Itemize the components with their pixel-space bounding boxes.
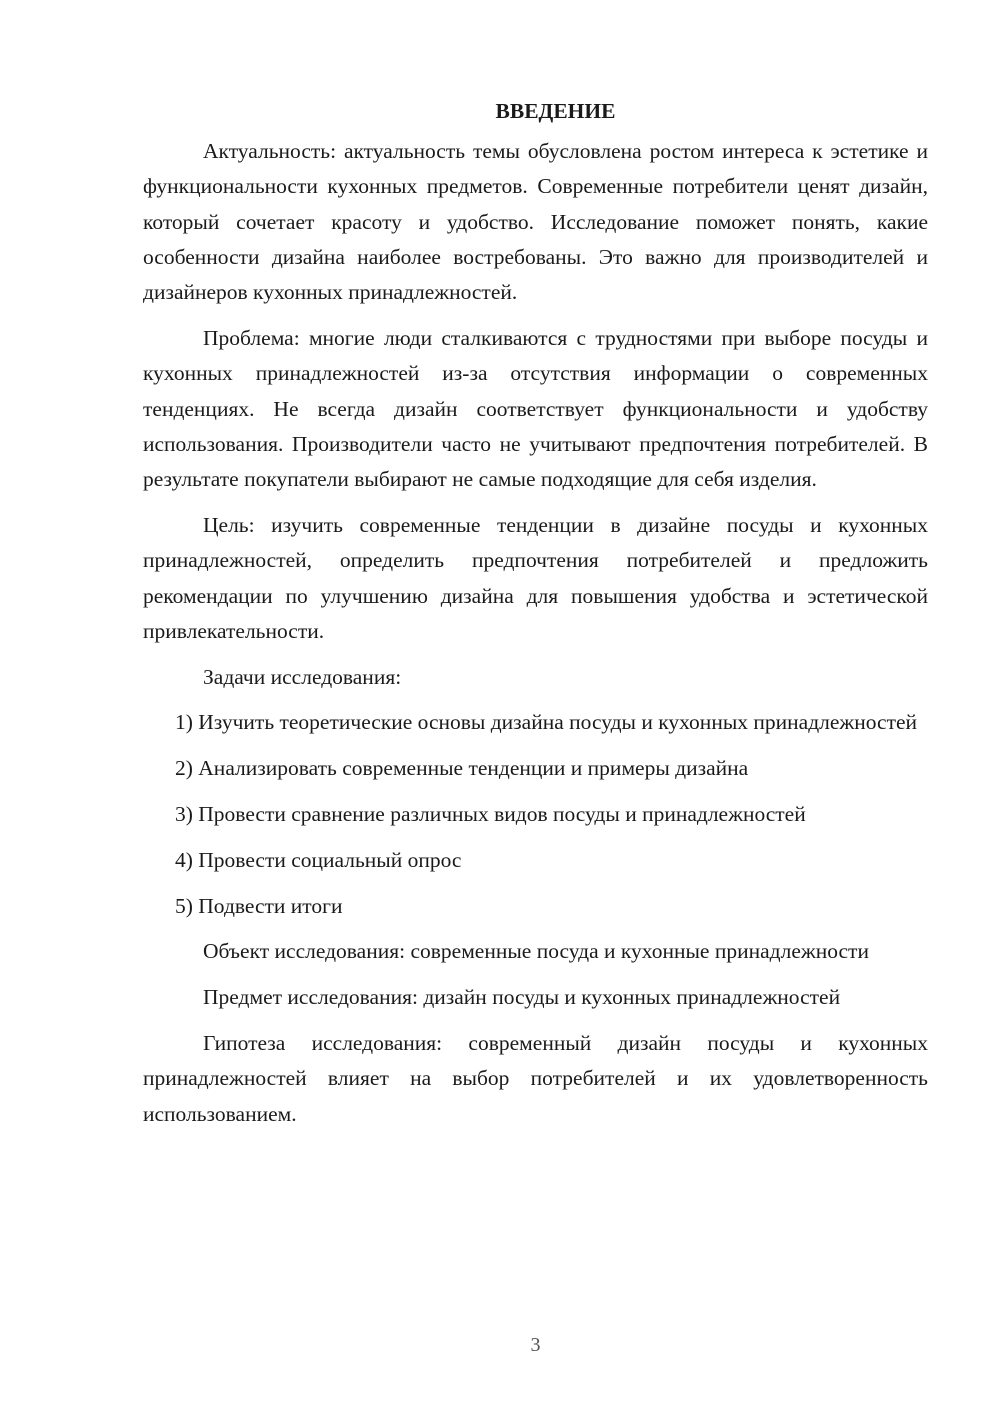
hypothesis-paragraph: Гипотеза исследования: современный дизайн посуды и кухонных принадлежностей влияет на выбор потребителей и их удовлетворенность использованием. bbox=[143, 1031, 928, 1126]
task-item: 1) Изучить теоретические основы дизайна посуды и кухонных принадлежностей bbox=[175, 710, 918, 735]
problem-paragraph: Проблема: многие люди сталкиваются с трудностями при выборе посуды и кухонных принадлежностей из-за отсутствия информации о современных тенденциях. Не всегда дизайн соответствует функциональности и удобству использования. Производители часто не учитывают предпочтения потребителей. В результате покупатели выбирают не самые подходящие для себя изделия. bbox=[143, 325, 928, 492]
task-item: 5) Подвести итоги bbox=[175, 893, 343, 918]
section-title: ВВЕДЕНИЕ bbox=[495, 99, 616, 123]
goal-paragraph: Цель: изучить современные тенденции в дизайне посуды и кухонных принадлежностей, определить предпочтения потребителей и предложить рекомендации по улучшению дизайна для повышения удобства и эстетической привлекательности. bbox=[143, 512, 928, 643]
tasks-heading: Задачи исследования: bbox=[203, 664, 402, 689]
task-item: 2) Анализировать современные тенденции и примеры дизайна bbox=[175, 756, 749, 781]
tasks-list bbox=[143, 705, 928, 923]
task-item: 4) Провести социальный опрос bbox=[175, 847, 462, 872]
relevance-paragraph: Актуальность: актуальность темы обусловлена ростом интереса к эстетике и функциональности кухонных предметов. Современные потребители ценят дизайн, который сочетает красоту и удобство. Исследование поможет понять, какие особенности дизайна наиболее востребованы. Это важно для производителей и дизайнеров кухонных принадлежностей. bbox=[143, 139, 928, 305]
page-number: 3 bbox=[530, 1334, 541, 1356]
document-page bbox=[143, 96, 928, 1142]
subject-paragraph: Предмет исследования: дизайн посуды и кухонных принадлежностей bbox=[203, 985, 841, 1010]
task-item: 3) Провести сравнение различных видов посуды и принадлежностей bbox=[175, 802, 806, 827]
object-paragraph: Объект исследования: современные посуда и кухонные принадлежности bbox=[203, 939, 869, 964]
